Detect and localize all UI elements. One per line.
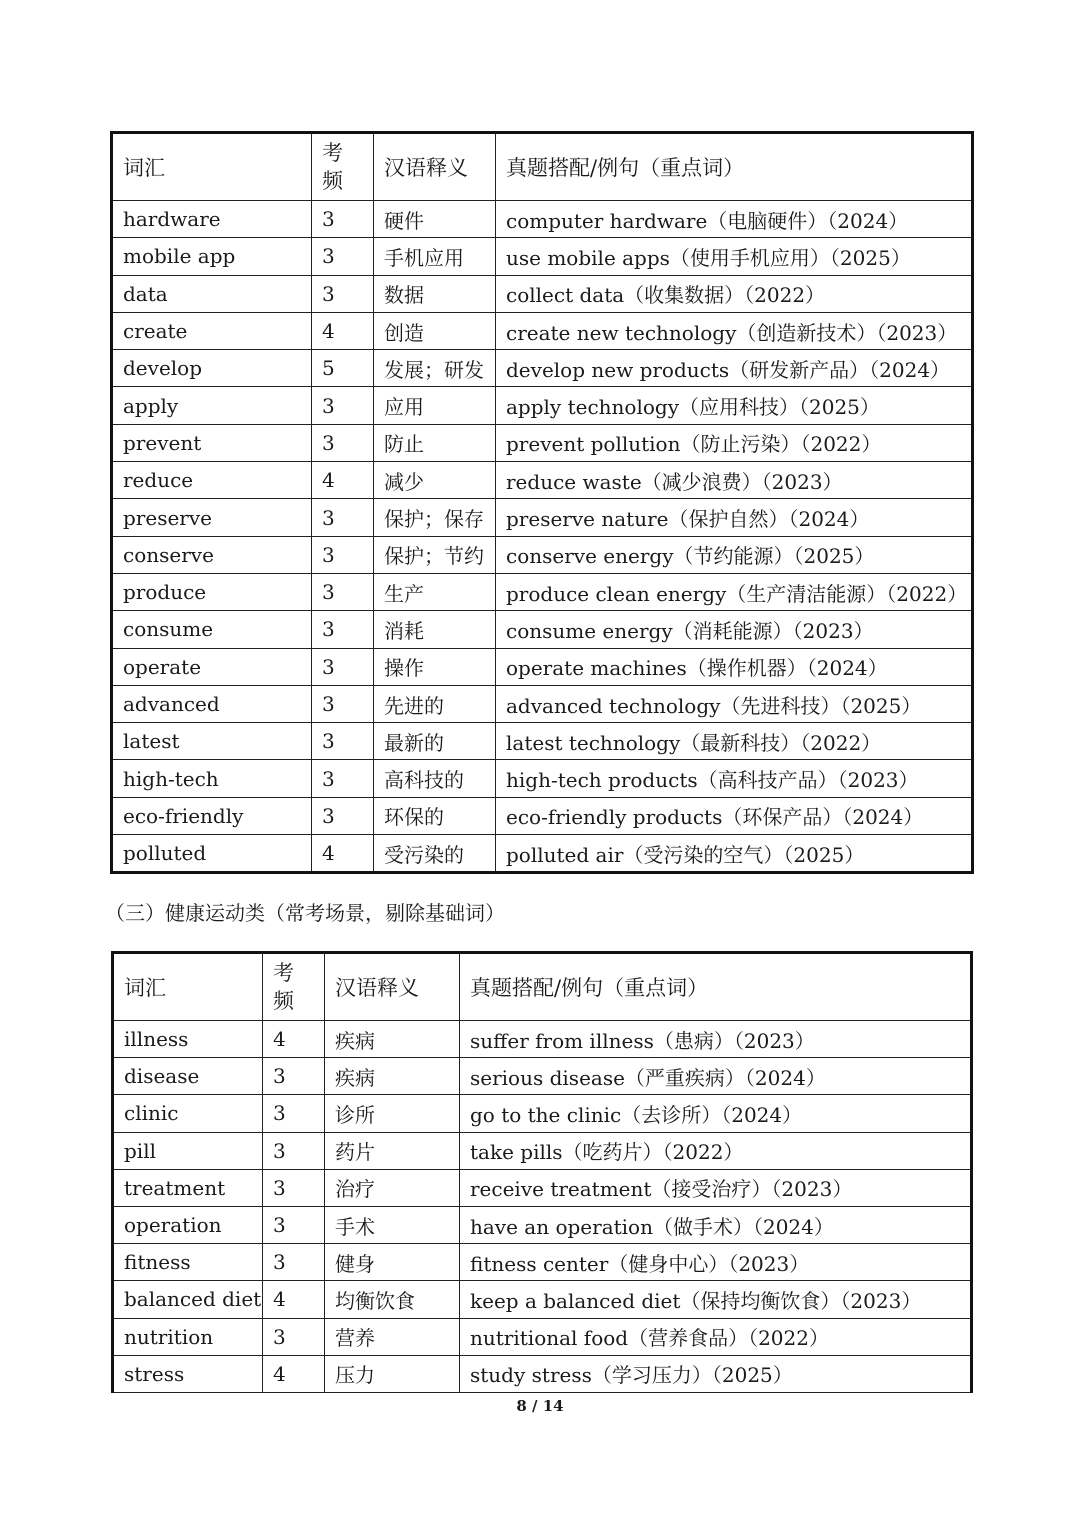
table-row [112, 387, 973, 424]
cell-meaning: 操作 [374, 648, 496, 685]
cell-word: develop [112, 350, 312, 387]
cell-example: receive treatment（接受治疗）（2023） [460, 1169, 972, 1206]
cell-freq: 4 [263, 1355, 325, 1392]
cell-word: operation [113, 1206, 263, 1243]
cell-example: eco-friendly products（环保产品）（2024） [496, 797, 973, 834]
table-row [113, 1244, 972, 1281]
cell-meaning: 药片 [325, 1132, 460, 1169]
cell-word: mobile app [112, 238, 312, 275]
cell-word: produce [112, 573, 312, 610]
header-meaning: 汉语释义 [325, 953, 460, 1021]
cell-meaning: 手机应用 [374, 238, 496, 275]
cell-freq: 3 [312, 573, 374, 610]
cell-meaning: 保护；保存 [374, 499, 496, 536]
cell-example: preserve nature（保护自然）（2024） [496, 499, 973, 536]
cell-meaning: 应用 [374, 387, 496, 424]
cell-meaning: 治疗 [325, 1169, 460, 1206]
cell-freq: 3 [263, 1318, 325, 1355]
cell-example: use mobile apps（使用手机应用）（2025） [496, 238, 973, 275]
cell-meaning: 疾病 [325, 1058, 460, 1095]
cell-freq: 3 [312, 723, 374, 760]
header-example: 真题搭配/例句（重点词） [460, 953, 972, 1021]
cell-meaning: 消耗 [374, 611, 496, 648]
cell-example: computer hardware（电脑硬件）（2024） [496, 201, 973, 238]
table-row [112, 835, 973, 873]
cell-example: collect data（收集数据）（2022） [496, 275, 973, 312]
cell-example: study stress（学习压力）（2025） [460, 1355, 972, 1392]
cell-example: suffer from illness（患病）（2023） [460, 1021, 972, 1058]
table-row [112, 685, 973, 722]
cell-freq: 3 [263, 1244, 325, 1281]
cell-meaning: 营养 [325, 1318, 460, 1355]
cell-freq: 3 [312, 536, 374, 573]
cell-freq: 3 [312, 499, 374, 536]
cell-meaning: 硬件 [374, 201, 496, 238]
cell-word: hardware [112, 201, 312, 238]
cell-freq: 5 [312, 350, 374, 387]
header-frequency [312, 133, 374, 201]
cell-freq: 3 [263, 1206, 325, 1243]
cell-word: create [112, 312, 312, 349]
cell-example: keep a balanced diet（保持均衡饮食）（2023） [460, 1281, 972, 1318]
table-row [112, 797, 973, 834]
table-row [112, 760, 973, 797]
cell-example: take pills（吃药片）（2022） [460, 1132, 972, 1169]
cell-meaning: 受污染的 [374, 835, 496, 873]
table-row [112, 462, 973, 499]
cell-example: reduce waste（减少浪费）（2023） [496, 462, 973, 499]
cell-meaning: 诊所 [325, 1095, 460, 1132]
table-row [113, 1132, 972, 1169]
cell-word: preserve [112, 499, 312, 536]
cell-word: latest [112, 723, 312, 760]
cell-example: advanced technology（先进科技）（2025） [496, 685, 973, 722]
cell-meaning: 保护；节约 [374, 536, 496, 573]
table-row [113, 1058, 972, 1095]
cell-word: illness [113, 1021, 263, 1058]
cell-freq: 3 [263, 1169, 325, 1206]
cell-word: conserve [112, 536, 312, 573]
cell-example: apply technology（应用科技）（2025） [496, 387, 973, 424]
cell-word: treatment [113, 1169, 263, 1206]
table-row [112, 201, 973, 238]
cell-example: polluted air（受污染的空气）（2025） [496, 835, 973, 873]
cell-freq: 3 [312, 238, 374, 275]
header-frequency [263, 953, 325, 1021]
cell-example: nutritional food（营养食品）（2022） [460, 1318, 972, 1355]
table-row [112, 312, 973, 349]
cell-meaning: 生产 [374, 573, 496, 610]
cell-meaning: 数据 [374, 275, 496, 312]
cell-meaning: 手术 [325, 1206, 460, 1243]
table-row [112, 238, 973, 275]
cell-freq: 4 [312, 462, 374, 499]
table-row [112, 573, 973, 610]
cell-word: disease [113, 1058, 263, 1095]
cell-word: polluted [112, 835, 312, 873]
table-header-row [112, 133, 973, 201]
cell-word: data [112, 275, 312, 312]
table-row [112, 424, 973, 461]
cell-example: prevent pollution（防止污染）（2022） [496, 424, 973, 461]
cell-example: consume energy（消耗能源）（2023） [496, 611, 973, 648]
cell-meaning: 减少 [374, 462, 496, 499]
cell-meaning: 疾病 [325, 1021, 460, 1058]
section-title: （三）健康运动类（常考场景，剔除基础词） [105, 901, 505, 925]
cell-freq: 3 [312, 275, 374, 312]
cell-word: high-tech [112, 760, 312, 797]
table-row [112, 499, 973, 536]
cell-example: develop new products（研发新产品）（2024） [496, 350, 973, 387]
table-row [112, 275, 973, 312]
cell-meaning: 创造 [374, 312, 496, 349]
cell-freq: 3 [312, 424, 374, 461]
cell-freq: 3 [312, 611, 374, 648]
cell-meaning: 健身 [325, 1244, 460, 1281]
table-row [112, 648, 973, 685]
cell-example: operate machines（操作机器）（2024） [496, 648, 973, 685]
cell-freq: 3 [263, 1132, 325, 1169]
header-frequency-line2: 频 [273, 989, 294, 1013]
cell-freq: 4 [263, 1021, 325, 1058]
cell-freq: 4 [312, 835, 374, 873]
vocab-table-technology [110, 131, 974, 874]
cell-word: reduce [112, 462, 312, 499]
cell-word: stress [113, 1355, 263, 1392]
cell-word: fitness [113, 1244, 263, 1281]
table-row [112, 536, 973, 573]
table-row [112, 350, 973, 387]
header-word: 词汇 [112, 133, 312, 201]
cell-freq: 3 [312, 201, 374, 238]
cell-freq: 3 [312, 797, 374, 834]
cell-meaning: 发展；研发 [374, 350, 496, 387]
header-word: 词汇 [113, 953, 263, 1021]
header-meaning: 汉语释义 [374, 133, 496, 201]
table-row [113, 1095, 972, 1132]
table-row [112, 611, 973, 648]
cell-example: fitness center（健身中心）（2023） [460, 1244, 972, 1281]
page-number: 8 / 14 [516, 1397, 564, 1415]
cell-freq: 3 [312, 760, 374, 797]
cell-word: advanced [112, 685, 312, 722]
table-row [113, 1169, 972, 1206]
cell-example: serious disease（严重疾病）（2024） [460, 1058, 972, 1095]
cell-word: prevent [112, 424, 312, 461]
cell-word: eco-friendly [112, 797, 312, 834]
header-frequency-line2: 频 [322, 169, 343, 193]
cell-freq: 3 [312, 648, 374, 685]
table-row [112, 723, 973, 760]
cell-example: go to the clinic（去诊所）（2024） [460, 1095, 972, 1132]
cell-freq: 3 [263, 1058, 325, 1095]
table-row [113, 1355, 972, 1392]
table-row [113, 1281, 972, 1318]
cell-word: consume [112, 611, 312, 648]
header-frequency-line1: 考 [273, 961, 294, 985]
cell-word: operate [112, 648, 312, 685]
cell-meaning: 环保的 [374, 797, 496, 834]
cell-example: create new technology（创造新技术）（2023） [496, 312, 973, 349]
cell-freq: 3 [312, 387, 374, 424]
cell-freq: 3 [312, 685, 374, 722]
cell-example: produce clean energy（生产清洁能源）（2022） [496, 573, 973, 610]
table-row [113, 1021, 972, 1058]
cell-freq: 4 [263, 1281, 325, 1318]
cell-word: apply [112, 387, 312, 424]
cell-example: high-tech products（高科技产品）（2023） [496, 760, 973, 797]
cell-freq: 3 [263, 1095, 325, 1132]
cell-meaning: 最新的 [374, 723, 496, 760]
cell-word: nutrition [113, 1318, 263, 1355]
cell-meaning: 先进的 [374, 685, 496, 722]
table-header-row [113, 953, 972, 1021]
cell-example: latest technology（最新科技）（2022） [496, 723, 973, 760]
cell-word: clinic [113, 1095, 263, 1132]
table-row [113, 1318, 972, 1355]
cell-word: pill [113, 1132, 263, 1169]
table-row [113, 1206, 972, 1243]
cell-example: conserve energy（节约能源）（2025） [496, 536, 973, 573]
vocab-table-health [111, 951, 973, 1393]
cell-meaning: 压力 [325, 1355, 460, 1392]
header-frequency-line1: 考 [322, 141, 343, 165]
cell-freq: 4 [312, 312, 374, 349]
cell-example: have an operation（做手术）（2024） [460, 1206, 972, 1243]
header-example: 真题搭配/例句（重点词） [496, 133, 973, 201]
cell-meaning: 高科技的 [374, 760, 496, 797]
cell-meaning: 防止 [374, 424, 496, 461]
cell-meaning: 均衡饮食 [325, 1281, 460, 1318]
cell-word: balanced diet [113, 1281, 263, 1318]
